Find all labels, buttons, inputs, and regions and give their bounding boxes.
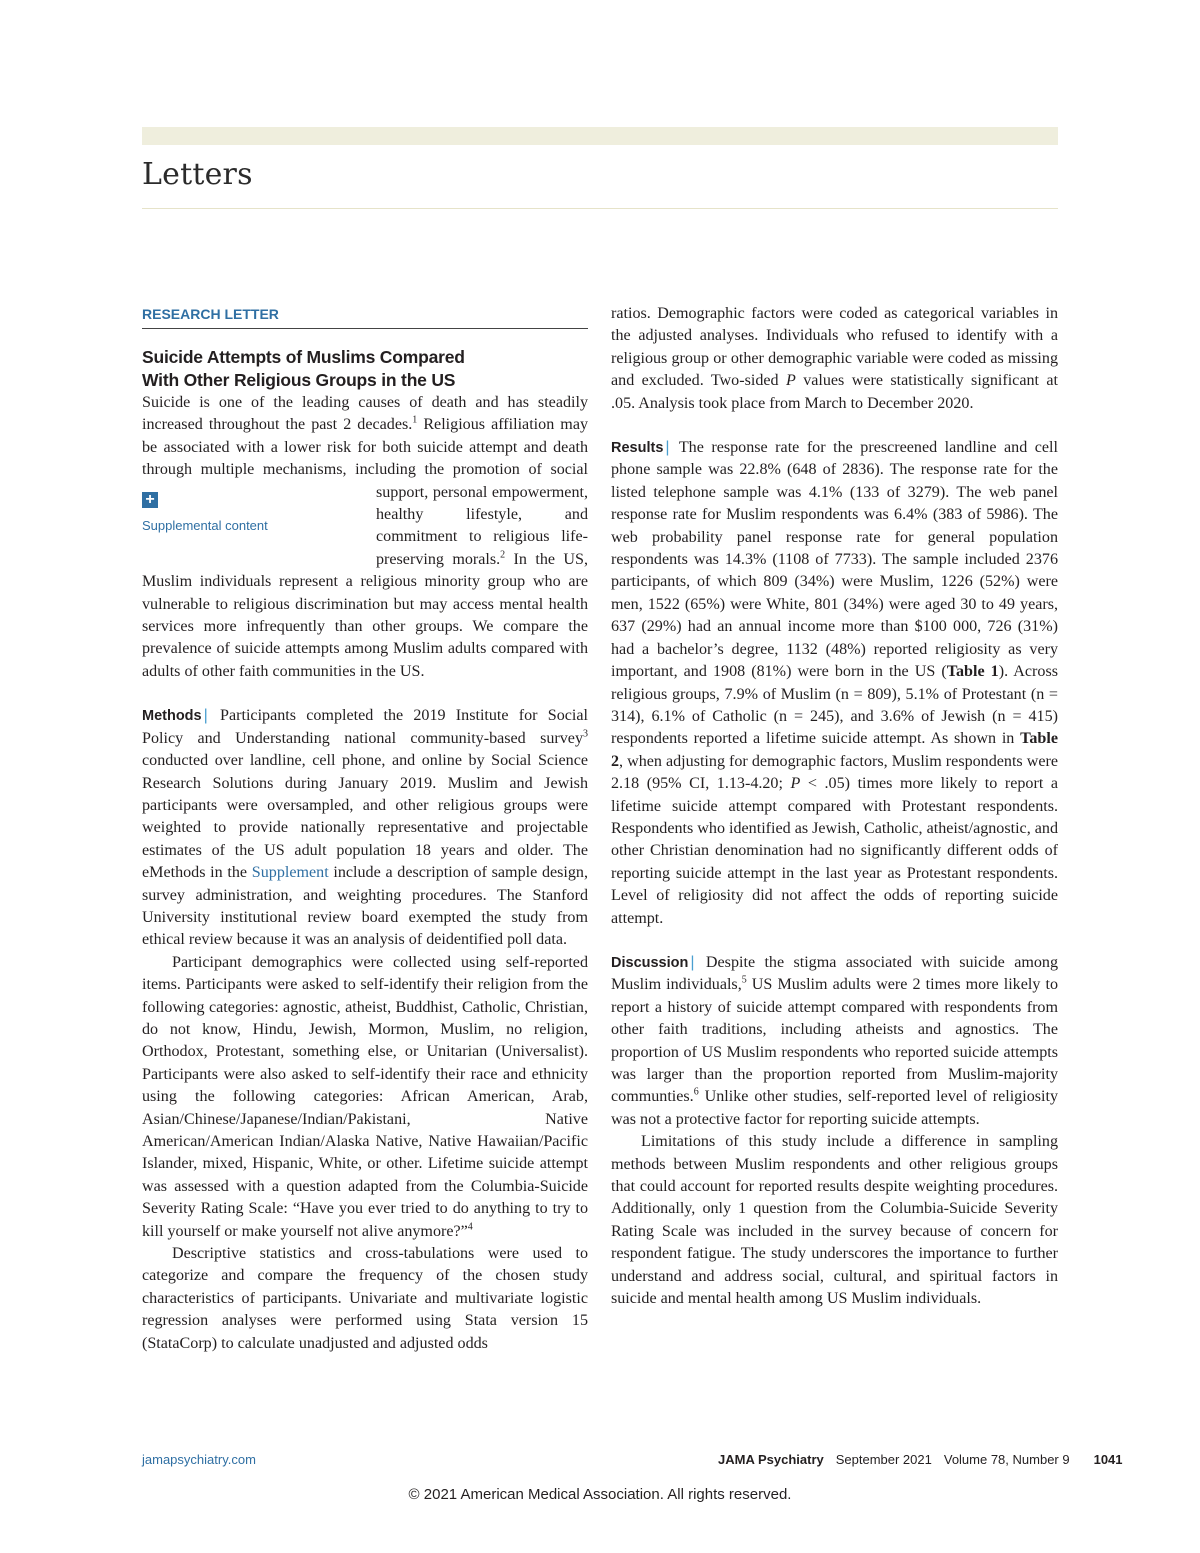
reference-5-link[interactable]: 5 <box>741 975 747 987</box>
table-1-link[interactable]: Table 1 <box>946 663 999 681</box>
methods-text-b: conducted over landline, cell phone, and online by Social Science Research Solutions during January 2019. Muslim and Jewish participants were oversampled, and other religious groups were weighted to provide nationally representative and projectable estimates of the US adult population 18 years and older. The eMethods in the <box>142 752 588 882</box>
intro-text-b-rest: the promotion of social support, personal empowerment, healthy lifestyle, and commitment to religious life-preserving morals. <box>376 461 589 568</box>
left-column-body <box>142 392 588 1355</box>
reference-1-link[interactable]: 1 <box>412 415 418 427</box>
right-column <box>611 303 1058 1310</box>
reference-4-link[interactable]: 4 <box>467 1221 473 1233</box>
copyright-notice: © 2021 American Medical Association. All rights reserved. <box>408 1486 792 1503</box>
methods-text-a: Participants completed the 2019 Institute for Social Policy and Understanding national community-based survey <box>142 707 588 747</box>
discussion-paragraph-2 <box>611 1131 1058 1310</box>
header-band <box>142 127 1058 145</box>
article-kicker: RESEARCH LETTER <box>142 306 279 322</box>
methods-heading: Methods <box>142 708 202 725</box>
results-paragraph <box>611 436 1058 930</box>
methods-paragraph-3 <box>142 1243 588 1355</box>
methods-paragraph-1 <box>142 704 588 951</box>
article-title-line2: With Other Religious Groups in the US <box>142 370 456 390</box>
discussion-text-b: US Muslim adults were 2 times more likely to report a history of suicide attempt compared with respondents from other faith traditions, including atheists and agnostics. The proportion of US Muslim respondents who reported suicide attempts was larger than the proportion reported from Muslim-majority communties. <box>611 976 1058 1106</box>
results-text-c: , when adjusting for demographic factors, Muslim respondents were 2.18 (95% CI, 1.13-4.20; <box>611 752 1058 793</box>
discussion-paragraph-1 <box>611 951 1058 1131</box>
intro-text-c: In the US, Muslim individuals represent a religious minority group who are vulnerable to religious discrimination but may access mental health services more infrequently than other groups. We compare the prevalence of suicide attempts among Muslim adults compared with adults of other faith communities in the US. <box>142 550 589 680</box>
article-title-line1: Suicide Attempts of Muslims Compared <box>142 347 465 367</box>
volume-number: Volume 78, Number 9 <box>943 1452 1070 1467</box>
supplemental-content-box[interactable] <box>142 482 376 550</box>
results-heading: Results <box>611 440 664 457</box>
results-text-d: < .05) times more likely to report a lifetime suicide attempt compared with Protestant respondents. Respondents who identified as Jewish, Catholic, atheist/agnostic, and other Christian denomination had no significantly different odds of reporting suicide attempt in the last year as Protestant respondents. Level of religiosity did not affect the odds of reporting suicide attempt. <box>611 775 1058 927</box>
discussion-text-a: Despite the stigma associated with suicide among Muslim individuals, <box>611 953 1058 994</box>
intro-text-b-start: Religious affiliation may be associated with a lower risk for both suicide attempt and death through multiple mechanisms, including <box>142 416 589 479</box>
supplemental-content-link[interactable]: Supplemental content <box>142 517 268 533</box>
methods-p3-text: Descriptive statistics and cross-tabulations were used to categorize and compare the frequency of the chosen study characteristics of participants. Univariate and multivariate logistic regression analyses were performed using Stata version 15 (StataCorp) to calculate unadjusted and adjusted odds <box>142 1245 588 1352</box>
issue-date: September 2021 <box>835 1452 932 1467</box>
heading-separator: | <box>665 438 670 457</box>
p-value-italic: P <box>790 775 801 793</box>
discussion-p2-text: Limitations of this study include a difference in sampling methods between Muslim respondents and other religious groups that could account for reported results despite weighting procedures. Additionally, only 1 question from the Columbia-Suicide Severity Rating Scale was included in the survey because of concern for respondent fatigue. The study underscores the importance to further understand and address social, cultural, and spiritual factors in suicide and mental health among US Muslim individuals. <box>611 1133 1058 1308</box>
methods-text-c: include a description of sample design, survey administration, and weighting procedures. The Stanford University institutional review board exempted the study from ethical review because it was an analysis of deidentified poll data. <box>142 864 588 949</box>
p-value-italic: P <box>785 372 796 390</box>
section-divider <box>142 208 1058 209</box>
discussion-heading: Discussion <box>611 954 689 971</box>
reference-3-link[interactable]: 3 <box>583 728 588 740</box>
table-2-link[interactable]: Table 2 <box>611 730 1058 770</box>
article-title <box>142 346 588 392</box>
methods-p3-continued-text: ratios. Demographic factors were coded as categorical variables in the adjusted analyses. Individuals who refused to identify with a religious group or other demographic variable were coded as missing and excluded. Two-sided <box>611 305 1058 390</box>
journal-name: JAMA Psychiatry <box>718 1452 824 1467</box>
heading-separator: | <box>690 952 695 971</box>
supplement-link[interactable]: Supplement <box>251 864 329 882</box>
page-number: 1041 <box>1093 1452 1123 1467</box>
results-text-a: The response rate for the prescreened landline and cell phone sample was 22.8% (648 of 2836). The response rate for the listed telephone sample was 4.1% (133 of 3279). The web panel response rate for Muslim respondents was 6.4% (383 of 5986). The web probability panel response rate for general population respondents was 14.3% (1108 of 7733). The sample included 2376 participants, of which 809 (34%) were Muslim, 1226 (52%) were men, 1522 (65%) were White, 801 (34%) were aged 30 to 49 years, 637 (29%) had an annual income more than $100 000, 726 (31%) had a bachelor’s degree, 1132 (48%) reported religiosity as very important, and 1908 (81%) were born in the US ( <box>611 439 1058 681</box>
section-title: Letters <box>142 157 253 192</box>
kicker-divider <box>142 328 588 329</box>
methods-p2-text: Participant demographics were collected using self-reported items. Participants were asked to self-identify their religion from the following categories: agnostic, atheist, Buddhist, Catholic, Christian, do not know, Hindu, Jewish, Mormon, Muslim, no religion, Orthodox, Protestant, something else, or Unitarian (Universalist). Participants were also asked to self-identify their race and ethnicity using the following categories: African American, Arab, Asian/Chinese/Japanese/Indian/Pakistani, Native American/American Indian/Alaska Native, Native Hawaiian/Pacific Islander, mixed, Hispanic, White, or other. Lifetime suicide attempt was assessed with a question adapted from the Columbia-Suicide Severity Rating Scale: “Have you ever tried to do anything to try to kill yourself or make yourself not alive anymore?” <box>142 953 588 1240</box>
journal-website-link[interactable]: jamapsychiatry.com <box>142 1452 256 1467</box>
journal-footer <box>718 1452 1123 1467</box>
intro-paragraph-flow <box>142 392 588 683</box>
plus-icon[interactable]: + <box>142 492 158 508</box>
reference-6-link[interactable]: 6 <box>693 1087 699 1099</box>
methods-paragraph-2 <box>142 952 588 1243</box>
intro-text-a: Suicide is one of the leading causes of death and has steadily increased throughout the past 2 decades. <box>142 394 588 434</box>
results-text-b: ). Across religious groups, 7.9% of Muslim (n = 809), 5.1% of Protestant (n = 314), 6.1% of Catholic (n = 245), and 3.6% of Jewish (n = 415) respondents reported a lifetime suicide attempt. As shown in <box>611 663 1058 748</box>
discussion-text-c: Unlike other studies, self-reported level of religiosity was not a protective factor for reporting suicide attempts. <box>611 1088 1058 1128</box>
reference-2-link[interactable]: 2 <box>500 549 506 561</box>
methods-p3-end: values were statistically significant at .05. Analysis took place from March to December 2020. <box>611 372 1058 412</box>
heading-separator: | <box>203 706 208 725</box>
methods-paragraph-3-continued <box>611 303 1058 415</box>
